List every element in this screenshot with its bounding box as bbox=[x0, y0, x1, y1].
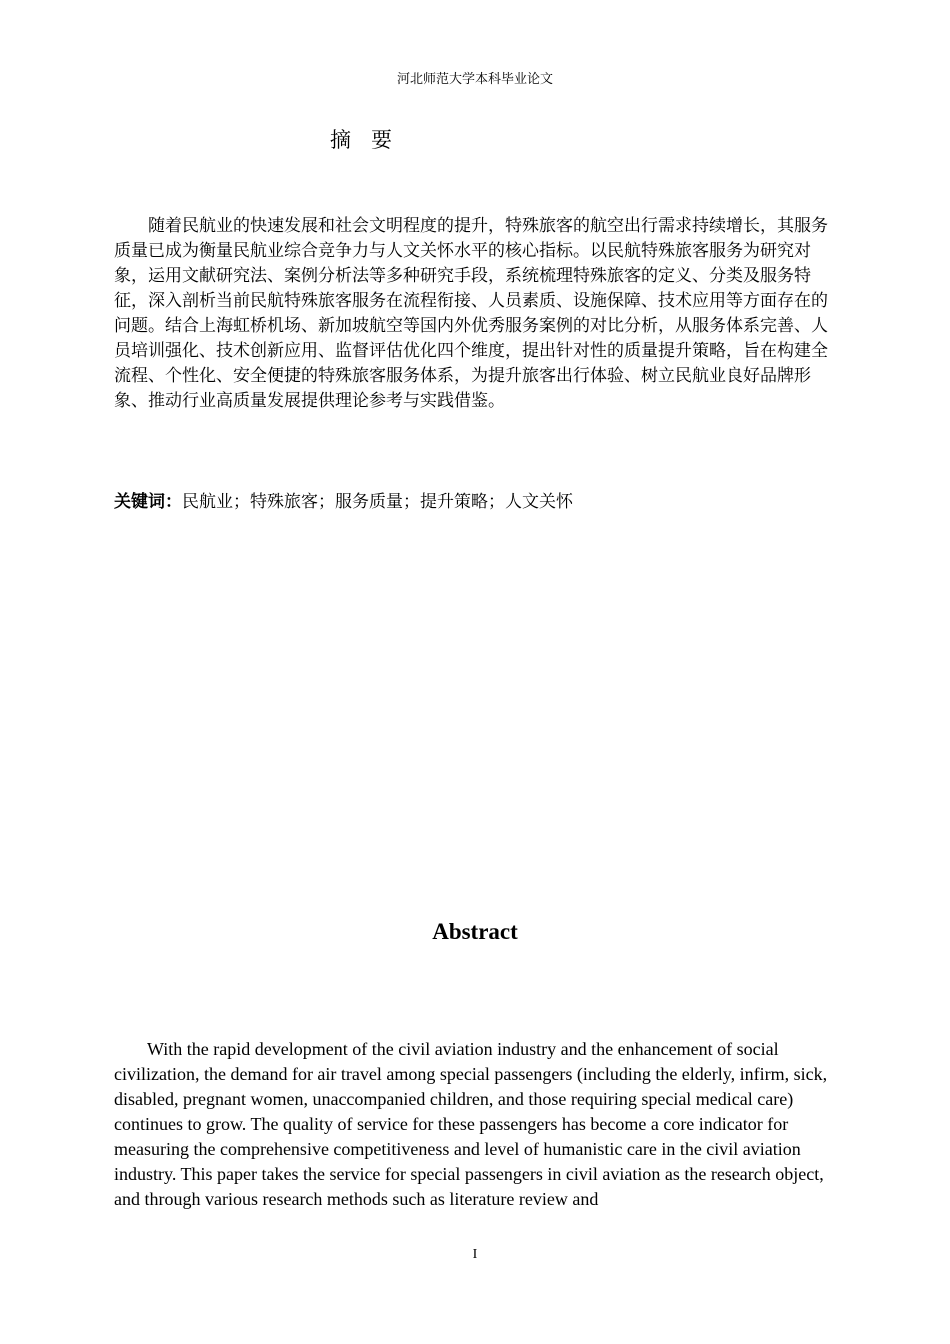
running-header: 河北师范大学本科毕业论文 bbox=[396, 72, 553, 87]
chinese-abstract-body: 随着民航业的快速发展和社会文明程度的提升，特殊旅客的航空出行需求持续增长，其服务质量已成为衡量民航业综合竞争力与人文关怀水平的核心指标。以民航特殊旅客服务为研究对象，运用文献研究法、案例分析法等多种研究手段，系统梳理特殊旅客的定义、分类及服务特征，深入剖析当前民航特殊旅客服务在流程衔接、人员素质、设施保障、技术应用等方面存在的问题。结合上海虹桥机场、新加坡航空等国内外优秀服务案例的对比分析，从服务体系完善、人员培训强化、技术创新应用、监督评估优化四个维度，提出针对性的质量提升策略，旨在构建全流程、个性化、安全便捷的特殊旅客服务体系，为提升旅客出行体验、树立民航业良好品牌形象、推动行业高质量发展提供理论参考与实践借鉴。 bbox=[114, 216, 828, 411]
page-number: I bbox=[472, 1247, 478, 1262]
english-abstract-title: Abstract bbox=[432, 919, 518, 944]
chinese-abstract-title: 摘要 bbox=[330, 128, 412, 152]
keywords-list: 民航业；特殊旅客；服务质量；提升策略；人文关怀 bbox=[182, 492, 573, 512]
english-abstract-body: With the rapid development of the civil aviation industry and the enhancement of social civilization, the demand for air travel among special passengers (including the elderly, infirm, sick, disabled, pregnant women, unaccompanied children, and those requiring special medical care) continues to grow. The quality of service for these passengers has become a core indicator for measuring the comprehensive competitiveness and level of humanistic care in the civil aviation industry. This paper takes the service for special passengers in civil aviation as the research object, and through various research methods such as literature review and bbox=[114, 1039, 828, 1209]
keywords-label: 关键词： bbox=[114, 492, 182, 512]
keywords-line bbox=[114, 490, 834, 515]
